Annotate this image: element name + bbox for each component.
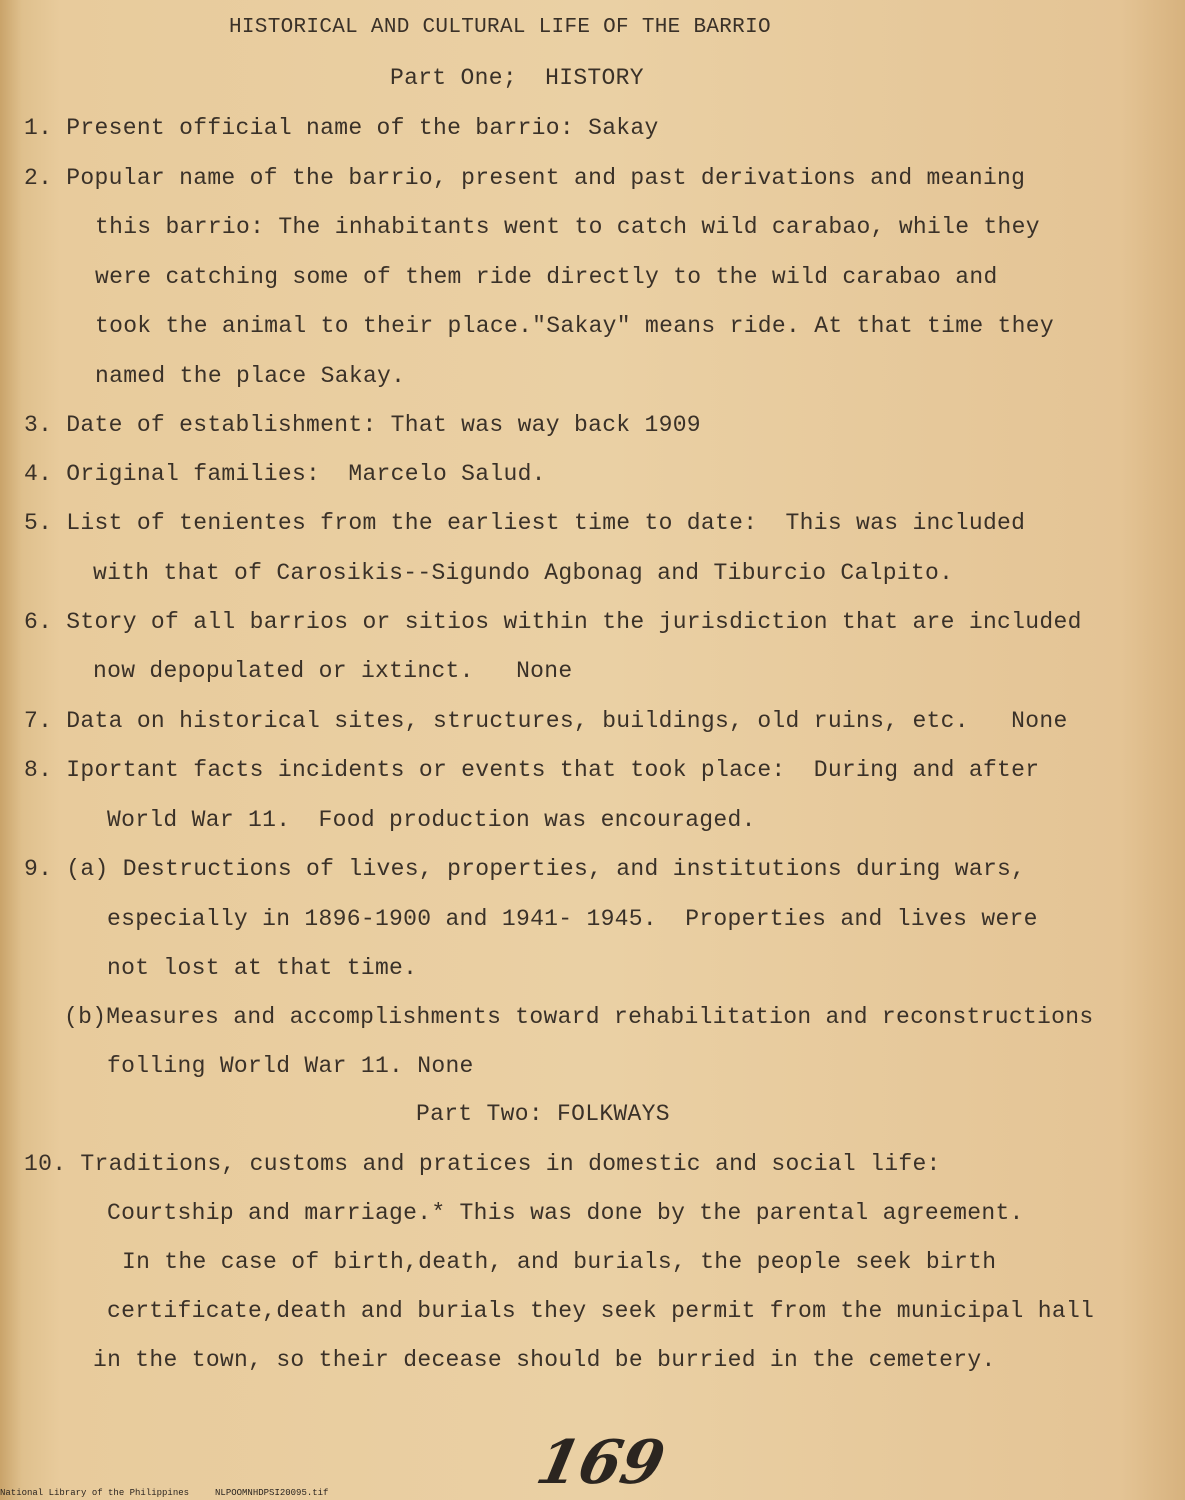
item-10-line-4: certificate,death and burials they seek permit from the municipal hall (107, 1298, 1095, 1324)
item-9a-line-3: not lost at that time. (107, 955, 418, 981)
item-5-line-1: 5. List of tenientes from the earliest time to date: This was included (24, 510, 1026, 536)
item-2-line-3: were catching some of them ride directly to the wild carabao and (95, 264, 998, 290)
item-9a-line-1: 9. (a) Destructions of lives, properties, and institutions during wars, (24, 856, 1026, 882)
item-9b-line-1: (b)Measures and accomplishments toward rehabilitation and reconstructions (64, 1004, 1094, 1030)
item-2-line-2: this barrio: The inhabitants went to catch wild carabao, while they (95, 214, 1040, 240)
item-9b-line-2: folling World War 11. None (107, 1053, 474, 1079)
item-10-line-1: 10. Traditions, customs and pratices in domestic and social life: (24, 1151, 941, 1177)
item-4: 4. Original families: Marcelo Salud. (24, 461, 546, 487)
item-10-line-3: In the case of birth,death, and burials, the people seek birth (122, 1249, 997, 1275)
item-6-line-1: 6. Story of all barrios or sitios within the jurisdiction that are included (24, 609, 1082, 635)
item-2-line-1: 2. Popular name of the barrio, present and past derivations and meaning (24, 165, 1026, 191)
item-10-line-5: in the town, so their decease should be burried in the cemetery. (93, 1347, 996, 1373)
footer-filename: NLPOOMNHDPSI20095.tif (215, 1488, 329, 1498)
item-8-line-1: 8. Iportant facts incidents or events that took place: During and after (24, 757, 1040, 783)
item-5-line-2: with that of Carosikis--Sigundo Agbonag and Tiburcio Calpito. (93, 560, 954, 586)
item-10-line-2: Courtship and marriage.* This was done by the parental agreement. (107, 1200, 1024, 1226)
item-2-line-4: took the animal to their place."Sakay" means ride. At that time they (95, 313, 1054, 339)
item-7: 7. Data on historical sites, structures, buildings, old ruins, etc. None (24, 708, 1068, 734)
item-9a-line-2: especially in 1896-1900 and 1941- 1945. Properties and lives were (107, 906, 1038, 932)
item-6-line-2: now depopulated or ixtinct. None (93, 658, 573, 684)
item-1: 1. Present official name of the barrio: Sakay (24, 115, 659, 141)
section-heading-folkways: Part Two: FOLKWAYS (416, 1101, 670, 1127)
footer-library: National Library of the Philippines (0, 1488, 190, 1498)
section-heading-history: Part One; HISTORY (390, 65, 644, 91)
page-title: HISTORICAL AND CULTURAL LIFE OF THE BARRIO (229, 16, 771, 39)
handwritten-page-number: 169 (530, 1428, 671, 1498)
item-3: 3. Date of establishment: That was way back 1909 (24, 412, 701, 438)
item-2-line-5: named the place Sakay. (95, 363, 406, 389)
scan-footer (0, 1488, 354, 1498)
item-8-line-2: World War 11. Food production was encouraged. (107, 807, 756, 833)
